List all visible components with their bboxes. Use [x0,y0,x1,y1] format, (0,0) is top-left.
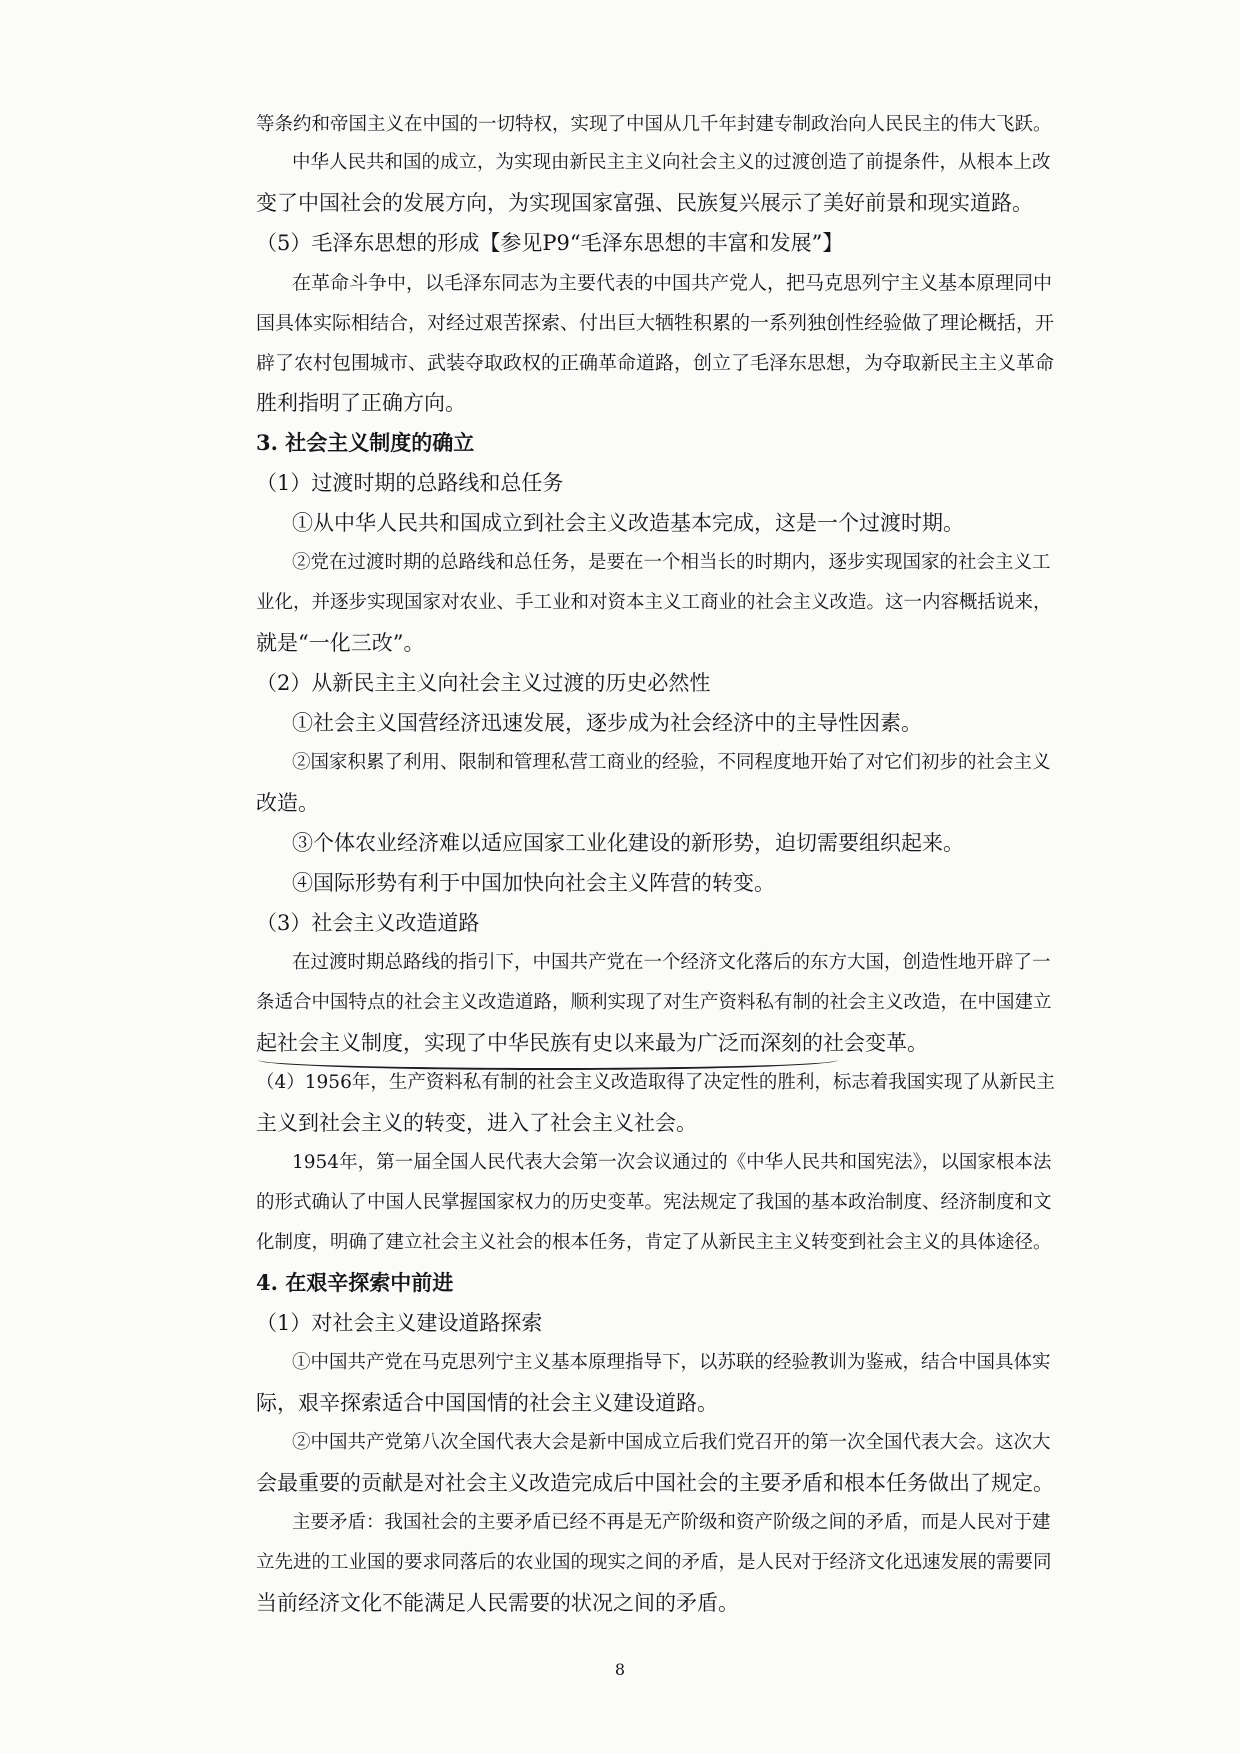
body-text-line: 会最重要的贡献是对社会主义改造完成后中国社会的主要矛盾和根本任务做出了规定。 [256,1471,1054,1495]
body-text-line: （4）1956年，生产资料私有制的社会主义改造取得了决定性的胜利，标志着我国实现了从新民主 [256,1072,1055,1093]
body-text-line: ①中国共产党在马克思列宁主义基本原理指导下，以苏联的经验教训为鉴戒，结合中国具体实 [292,1352,1051,1373]
body-text-line: 业化，并逐步实现国家对农业、手工业和对资本主义工商业的社会主义改造。这一内容概括说来， [256,592,1052,613]
body-text-line: ②中国共产党第八次全国代表大会是新中国成立后我们党召开的第一次全国代表大会。这次大 [292,1432,1051,1453]
body-text-line: ②国家积累了利用、限制和管理私营工商业的经验，不同程度地开始了对它们初步的社会主义 [292,752,1051,773]
body-text-line: 变了中国社会的发展方向，为实现国家富强、民族复兴展示了美好前景和现实道路。 [256,191,1033,215]
body-text-line: 中华人民共和国的成立，为实现由新民主主义向社会主义的过渡创造了前提条件，从根本上改 [292,152,1051,173]
body-text-line: 辟了农村包围城市、武装夺取政权的正确革命道路，创立了毛泽东思想，为夺取新民主主义革命 [256,352,1055,374]
subsection-heading: （2）从新民主主义向社会主义过渡的历史必然性 [256,671,711,695]
body-text-line: ①社会主义国营经济迅速发展，逐步成为社会经济中的主导性因素。 [292,711,922,735]
body-text-line: 条适合中国特点的社会主义改造道路，顺利实现了对生产资料私有制的社会主义改造，在中国建立 [256,992,1052,1013]
subsection-heading: （1）过渡时期的总路线和总任务 [256,471,564,495]
body-text-line: 胜利指明了正确方向。 [256,391,466,415]
body-text-line: 立先进的工业国的要求同落后的农业国的现实之间的矛盾，是人民对于经济文化迅速发展的需要同 [256,1552,1052,1573]
body-text-line: 就是“一化三改”。 [256,631,425,655]
body-text-line: 等条约和帝国主义在中国的一切特权，实现了中国从几千年封建专制政治向人民民主的伟大飞跃。 [256,114,1052,135]
body-text-line: 1954年，第一届全国人民代表大会第一次会议通过的《中华人民共和国宪法》，以国家根本法 [292,1152,1052,1173]
body-text-line: 国具体实际相结合，对经过艰苦探索、付出巨大牺牲积累的一系列独创性经验做了理论概括，开 [256,312,1055,334]
body-text-line: 化制度，明确了建立社会主义社会的根本任务，肯定了从新民主主义转变到社会主义的具体途径。 [256,1232,1052,1253]
body-text-line: 在过渡时期总路线的指引下，中国共产党在一个经济文化落后的东方大国，创造性地开辟了一 [292,952,1051,973]
body-text-line: ①从中华人民共和国成立到社会主义改造基本完成，这是一个过渡时期。 [292,511,964,535]
body-text-line: 主义到社会主义的转变，进入了社会主义社会。 [256,1111,697,1135]
section-heading: 4. 在艰辛探索中前进 [256,1270,454,1295]
body-text-line: 际，艰辛探索适合中国国情的社会主义建设道路。 [256,1391,718,1415]
body-text-line: 在革命斗争中，以毛泽东同志为主要代表的中国共产党人，把马克思列宁主义基本原理同中 [292,272,1053,294]
body-text-line: 的形式确认了中国人民掌握国家权力的历史变革。宪法规定了我国的基本政治制度、经济制度和文 [256,1192,1052,1213]
body-text-line: ④国际形势有利于中国加快向社会主义阵营的转变。 [292,871,775,895]
section-heading: 3. 社会主义制度的确立 [256,430,475,455]
body-text-line: 改造。 [256,791,319,815]
body-text-line: 当前经济文化不能满足人民需要的状况之间的矛盾。 [256,1591,739,1615]
subsection-heading: （3）社会主义改造道路 [256,911,480,935]
page-number: 8 [614,1660,626,1679]
subsection-heading: （1）对社会主义建设道路探索 [256,1311,543,1335]
body-text-line: ③个体农业经济难以适应国家工业化建设的新形势，迫切需要组织起来。 [292,831,964,855]
subsection-heading: （5）毛泽东思想的形成【参见P9“毛泽东思想的丰富和发展”】 [256,231,844,255]
body-text-line: 主要矛盾：我国社会的主要矛盾已经不再是无产阶级和资产阶级之间的矛盾，而是人民对于建 [292,1512,1051,1533]
body-text-line: 起社会主义制度，实现了中华民族有史以来最为广泛而深刻的社会变革。 [256,1031,928,1055]
body-text-line: ②党在过渡时期的总路线和总任务，是要在一个相当长的时期内，逐步实现国家的社会主义工 [292,552,1051,573]
